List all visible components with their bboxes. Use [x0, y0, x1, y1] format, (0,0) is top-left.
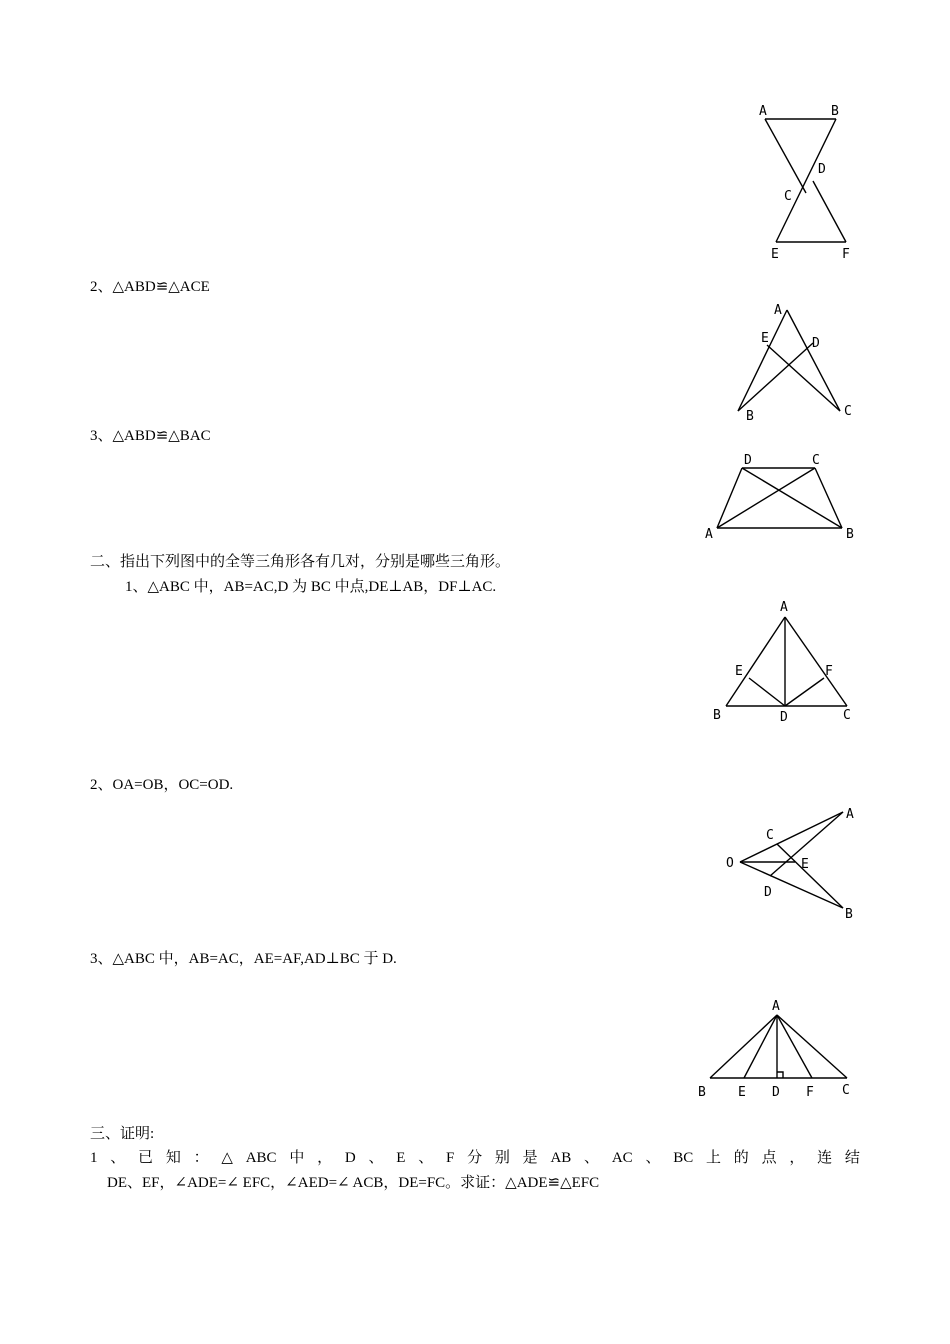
- section1-item2: 2、△ABD≌△ACE: [90, 279, 210, 295]
- label-C: C: [844, 404, 852, 419]
- label-D: D: [818, 162, 826, 177]
- label-D: D: [772, 1085, 780, 1100]
- figure-oa-ob: [720, 800, 865, 925]
- section3-problem1: [90, 1148, 860, 1168]
- label-F: F: [806, 1085, 814, 1100]
- label-E: E: [735, 664, 743, 679]
- label-A: A: [705, 527, 713, 542]
- label-E: E: [761, 331, 769, 346]
- label-B: B: [845, 907, 853, 922]
- label-B: B: [831, 104, 839, 119]
- label-A: A: [846, 807, 854, 822]
- label-D: D: [812, 336, 820, 351]
- label-D: D: [744, 453, 752, 468]
- figure-isosceles-perpendiculars: [705, 595, 865, 730]
- label-E: E: [771, 247, 779, 262]
- label-A: A: [774, 303, 782, 318]
- label-E: E: [738, 1085, 746, 1100]
- figure-crossed-angle: [725, 298, 865, 428]
- label-B: B: [698, 1085, 706, 1100]
- label-D: D: [780, 710, 788, 725]
- label-F: F: [825, 664, 833, 679]
- section2-item2: 2、OA=OB，OC=OD.: [90, 777, 234, 793]
- label-D: D: [764, 885, 772, 900]
- label-C: C: [842, 1083, 850, 1098]
- label-B: B: [846, 527, 854, 542]
- section3-heading: 三、证明:: [90, 1126, 155, 1142]
- figure-hourglass: [740, 95, 870, 265]
- label-A: A: [772, 999, 780, 1014]
- label-A: A: [759, 104, 767, 119]
- label-E: E: [801, 857, 809, 872]
- problem1-line2: DE、EF，∠ADE=∠ EFC，∠AED=∠ ACB，DE=FC。求证：△ADE≌△EFC: [107, 1175, 600, 1191]
- label-C: C: [784, 189, 792, 204]
- section2-item1: 1、△ABC 中，AB=AC,D 为 BC 中点,DE⊥AB，DF⊥AC.: [125, 579, 497, 595]
- label-B: B: [713, 708, 721, 723]
- section2-item3: 3、△ABC 中，AB=AC，AE=AF,AD⊥BC 于 D.: [90, 951, 397, 967]
- label-C: C: [843, 708, 851, 723]
- label-F: F: [842, 247, 850, 262]
- label-C: C: [766, 828, 774, 843]
- label-B: B: [746, 409, 754, 424]
- figure-isosceles-altitude: [690, 995, 865, 1105]
- label-A: A: [780, 600, 788, 615]
- label-O: O: [726, 856, 734, 871]
- section1-item3: 3、△ABD≌△BAC: [90, 428, 211, 444]
- problem1-line1: 1 、 已 知 ： △ ABC 中 ， D 、 E 、 F 分 别 是 AB 、 AC 、 BC 上 的 点 ， 连 结: [90, 1150, 860, 1166]
- section2-heading: 二、指出下列图中的全等三角形各有几对，分别是哪些三角形。: [90, 554, 511, 570]
- label-C: C: [812, 453, 820, 468]
- figure-trapezoid: [700, 448, 865, 543]
